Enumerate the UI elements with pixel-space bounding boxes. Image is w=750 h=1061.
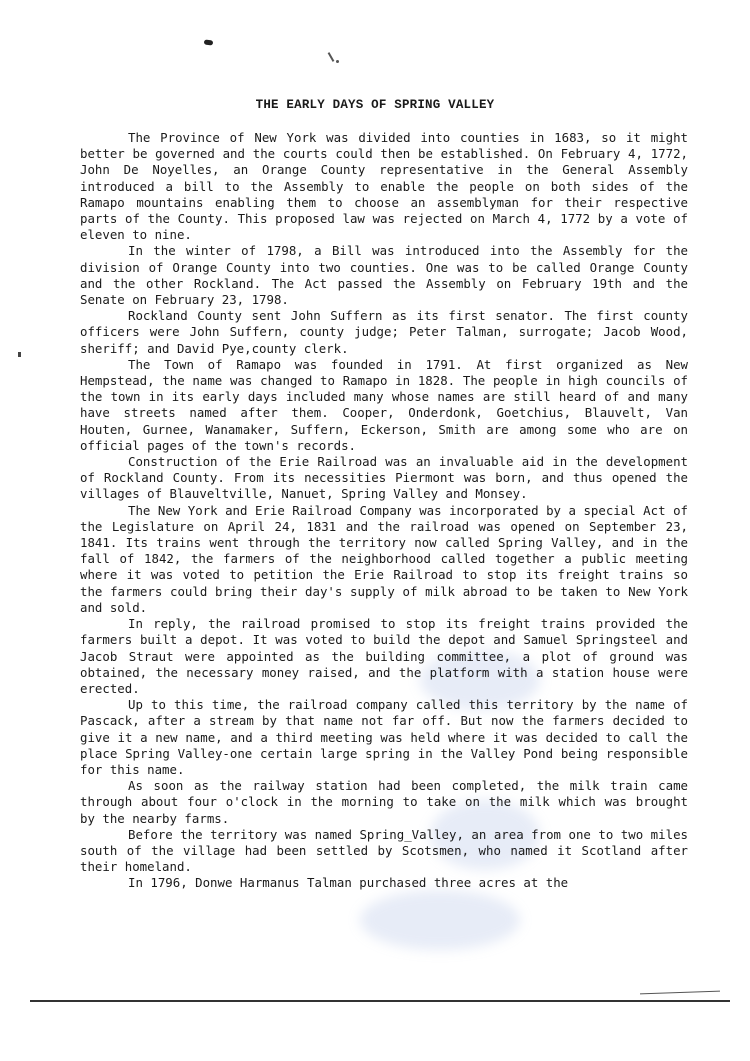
paragraph: In the winter of 1798, a Bill was introduced into the Assembly for the division of Orange County into two counties. One was to be called Orange County and the other Rockland. The Act passed the Assembly on February 19th and the Senate on February 23, 1798. (80, 243, 688, 308)
paragraph: Rockland County sent John Suffern as its first senator. The first county officers were John Suffern, county judge; Peter Talman, surrogate; Jacob Wood, sheriff; and David Pye,county clerk. (80, 308, 688, 356)
bottom-rule-fragment (640, 991, 720, 995)
paragraph: Before the territory was named Spring_Valley, an area from one to two miles south of the village had been settled by Scotsmen, who named it Scotland after their homeland. (80, 826, 688, 875)
paragraph: The Town of Ramapo was founded in 1791. At first organized as New Hempstead, the name was changed to Ramapo in 1828. The people in high councils of the town in its early days included many whose names are still heard of and many have streets named after them. Cooper, Onderdonk, Goetchius, Blauvelt, Van Houten, Gurnee, Wanamaker, Suffern, Eckerson, Smith are among some who are on official pages of the town's records. (80, 356, 688, 453)
margin-mark (18, 352, 21, 357)
page-title: THE EARLY DAYS OF SPRING VALLEY (255, 98, 495, 112)
bottom-rule (30, 1000, 730, 1002)
paragraph: Up to this time, the railroad company called this territory by the name of Pascack, after a stream by that name not far off. But now the farmers decided to give it a new name, and a third meeting was held where it was decided to call the place Spring Valley-one certain large spring in the Valley Pond being responsible for this name. (80, 697, 688, 777)
ink-mark (204, 39, 214, 45)
paragraph: As soon as the railway station had been completed, the milk train came through about four o'clock in the morning to take on the milk which was brought by the nearby farms. (80, 778, 688, 826)
paragraph: The Province of New York was divided into counties in 1683, so it might better be governed and the courts could then be established. On February 4, 1772, John De Noyelles, an Orange County representative in the General Assembly introduced a bill to the Assembly to enable the people on both sides of the Ramapo mountains enabling them to choose an assemblyman for their respective parts of the County. This proposed law was rejected on March 4, 1772 by a vote of eleven to nine. (80, 130, 688, 243)
ink-smudge (360, 890, 520, 950)
ink-mark (328, 52, 335, 62)
ink-mark (336, 60, 339, 63)
paragraph: In 1796, Donwe Harmanus Talman purchased three acres at the (128, 875, 569, 891)
paragraph: The New York and Erie Railroad Company was incorporated by a special Act of the Legislature on April 24, 1831 and the railroad was opened on September 23, 1841. Its trains went through the territory now called Spring Valley, and in the fall of 1842, the farmers of the neighborhood called together a public meeting where it was voted to petition the Erie Railroad to stop its freight trains so the farmers could bring their day's supply of milk abroad to be taken to New York and sold. (80, 502, 688, 615)
paragraph: Construction of the Erie Railroad was an invaluable aid in the development of Rockland County. From its necessities Piermont was born, and thus opened the villages of Blauveltville, Nanuet, Spring Valley and Monsey. (80, 454, 688, 502)
paragraph: In reply, the railroad promised to stop its freight trains provided the farmers built a depot. It was voted to build the depot and Samuel Springsteel and Jacob Straut were appointed as the building committee, a plot of ground was obtained, the necessary money raised, and the platform with a station house were erected. (80, 616, 688, 696)
document-body (80, 130, 688, 892)
